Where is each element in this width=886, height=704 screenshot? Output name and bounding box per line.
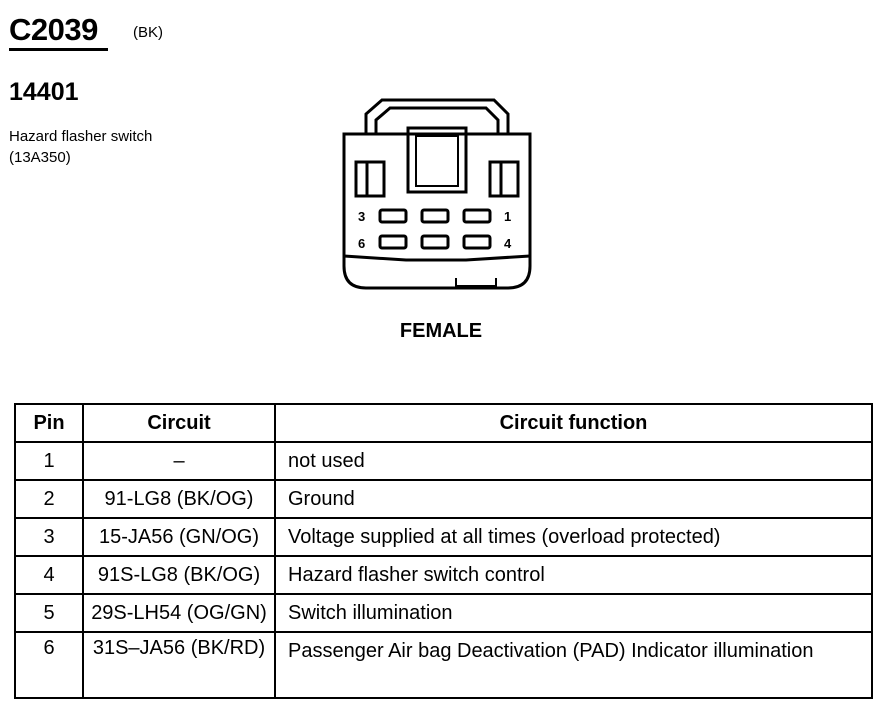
- cell-pin: 2: [15, 480, 83, 518]
- connector-gender-label: FEMALE: [399, 320, 483, 342]
- cavity-6: [380, 236, 406, 248]
- connector-key-slot: [456, 278, 496, 286]
- pinout-table: [14, 403, 873, 699]
- cell-circuit: 91S-LG8 (BK/OG): [83, 556, 275, 594]
- header-circuit-function: Circuit function: [275, 404, 872, 442]
- header-pin: Pin: [15, 404, 83, 442]
- table-row: [15, 442, 872, 480]
- pin-label-3: 3: [358, 209, 366, 224]
- table-row: [15, 556, 872, 594]
- cavity-2: [422, 210, 448, 222]
- table-row: [15, 594, 872, 632]
- connector-latch-inner: [376, 108, 498, 134]
- table-header-row: [15, 404, 872, 442]
- table-row: [15, 480, 872, 518]
- cell-circuit: 91-LG8 (BK/OG): [83, 480, 275, 518]
- cavity-1: [464, 210, 490, 222]
- cell-function: Voltage supplied at all times (overload protected): [275, 518, 872, 556]
- table-row: [15, 632, 872, 698]
- pin-label-6: 6: [358, 236, 366, 251]
- cell-circuit: 31S–JA56 (BK/RD): [83, 632, 275, 698]
- cell-function: Passenger Air bag Deactivation (PAD) Indicator illumination: [275, 632, 872, 698]
- part-number: 14401: [9, 78, 79, 106]
- header-circuit: Circuit: [83, 404, 275, 442]
- cell-function: Switch illumination: [275, 594, 872, 632]
- cell-pin: 1: [15, 442, 83, 480]
- connector-color: (BK): [133, 24, 163, 41]
- cell-pin: 5: [15, 594, 83, 632]
- connector-window-right: [490, 162, 518, 196]
- connector-window-left: [356, 162, 384, 196]
- connector-id: C2039: [9, 12, 98, 47]
- table-row: [15, 518, 872, 556]
- cavity-3: [380, 210, 406, 222]
- connector-bottom-ledge: [344, 256, 530, 260]
- connector-id-underline: [9, 48, 108, 51]
- cavity-5: [422, 236, 448, 248]
- connector-face-diagram: [336, 96, 536, 296]
- connector-lock-tab-inner: [416, 136, 458, 186]
- cell-pin: 4: [15, 556, 83, 594]
- cell-function: not used: [275, 442, 872, 480]
- cell-circuit: –: [83, 442, 275, 480]
- cell-pin: 3: [15, 518, 83, 556]
- pin-label-1: 1: [504, 209, 512, 224]
- cavity-4: [464, 236, 490, 248]
- cell-function: Ground: [275, 480, 872, 518]
- part-description: Hazard flasher switch (13A350): [9, 128, 153, 166]
- cell-circuit: 29S-LH54 (OG/GN): [83, 594, 275, 632]
- cell-circuit: 15-JA56 (GN/OG): [83, 518, 275, 556]
- pin-label-4: 4: [504, 236, 512, 251]
- cell-pin: 6: [15, 632, 83, 698]
- cell-function: Hazard flasher switch control: [275, 556, 872, 594]
